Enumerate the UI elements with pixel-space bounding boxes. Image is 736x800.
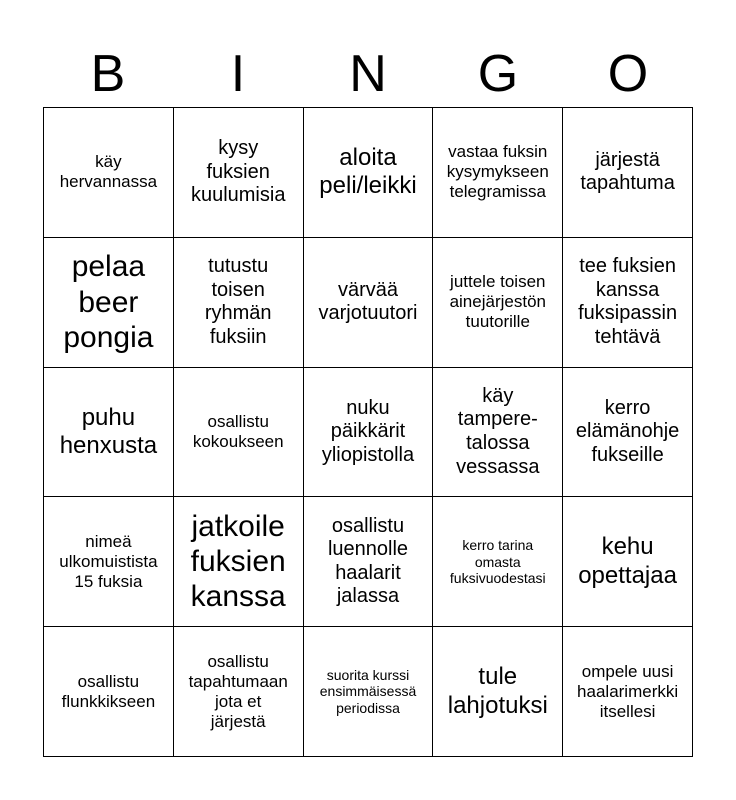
bingo-cell[interactable] <box>44 368 174 498</box>
bingo-cell[interactable] <box>563 108 693 238</box>
bingo-cell-text: nimeä ulkomuistista 15 fuksia <box>59 531 158 591</box>
bingo-cell-text: aloita peli/leikki <box>319 144 417 200</box>
bingo-cell-text: tutustu toisen ryhmän fuksiin <box>204 255 272 348</box>
bingo-cell-text: nuku päikkärit yliopistolla <box>321 396 415 466</box>
bingo-cell[interactable] <box>304 627 434 757</box>
bingo-cell[interactable] <box>44 238 174 368</box>
bingo-cell[interactable] <box>304 238 434 368</box>
bingo-cell[interactable] <box>433 497 563 627</box>
bingo-cell[interactable] <box>433 368 563 498</box>
bingo-cell-text: suorita kurssi ensimmäisessä periodissa <box>319 666 417 716</box>
bingo-cell[interactable] <box>433 238 563 368</box>
bingo-cell[interactable] <box>44 497 174 627</box>
bingo-cell[interactable] <box>304 497 434 627</box>
bingo-cell-text: osallistu kokoukseen <box>192 411 284 451</box>
header-letter-b: B <box>90 45 126 103</box>
bingo-cell[interactable] <box>563 238 693 368</box>
bingo-cell-text: käy hervannassa <box>59 152 158 192</box>
bingo-cell-text: osallistu tapahtumaan jota et järjestä <box>188 651 288 731</box>
header-letter-i: I <box>230 45 246 103</box>
bingo-cell-text: kehu opettajaa <box>578 533 677 589</box>
bingo-cell[interactable] <box>174 627 304 757</box>
bingo-grid <box>43 107 693 757</box>
bingo-cell[interactable] <box>304 368 434 498</box>
bingo-cell-text: tee fuksien kanssa fuksipassin tehtävä <box>578 255 678 348</box>
bingo-cell[interactable] <box>563 368 693 498</box>
bingo-cell[interactable] <box>174 497 304 627</box>
bingo-header <box>43 40 693 108</box>
bingo-cell[interactable] <box>433 627 563 757</box>
bingo-cell[interactable] <box>563 627 693 757</box>
bingo-cell-text: järjestä tapahtuma <box>580 148 675 195</box>
bingo-cell[interactable] <box>433 108 563 238</box>
bingo-cell-text: ompele uusi haalarimerkki itsellesi <box>577 661 679 721</box>
bingo-cell-text: osallistu flunkkikseen <box>61 671 156 711</box>
bingo-cell-text: vastaa fuksin kysymykseen telegramissa <box>446 142 549 202</box>
header-letter-g: G <box>477 45 519 103</box>
bingo-cell-text: osallistu luennolle haalarit jalassa <box>327 514 409 608</box>
bingo-cell-text: jatkoile fuksien kanssa <box>190 509 286 614</box>
bingo-cell[interactable] <box>304 108 434 238</box>
bingo-cell-text: värvää varjotuutori <box>318 278 418 325</box>
bingo-cell[interactable] <box>174 238 304 368</box>
bingo-cell-text: puhu henxusta <box>59 403 158 459</box>
bingo-cell-text: käy tampere- talossa vessassa <box>456 384 540 478</box>
bingo-cell-text: pelaa beer pongia <box>63 250 154 354</box>
header-letter-o: O <box>607 45 649 103</box>
bingo-cell-text: juttele toisen ainejärjestön tuutorille <box>449 272 546 332</box>
bingo-cell[interactable] <box>44 108 174 238</box>
bingo-cell[interactable] <box>174 108 304 238</box>
bingo-cell-text: kerro tarina omasta fuksivuodestasi <box>449 537 546 587</box>
header-letter-n: N <box>349 45 387 103</box>
bingo-cell-text: kysy fuksien kuulumisia <box>190 137 286 207</box>
bingo-cell-text: tule lahjotuksi <box>447 663 548 719</box>
bingo-cell[interactable] <box>174 368 304 498</box>
bingo-cell[interactable] <box>563 497 693 627</box>
bingo-cell-text: kerro elämänohje fukseille <box>575 396 680 466</box>
bingo-cell[interactable] <box>44 627 174 757</box>
